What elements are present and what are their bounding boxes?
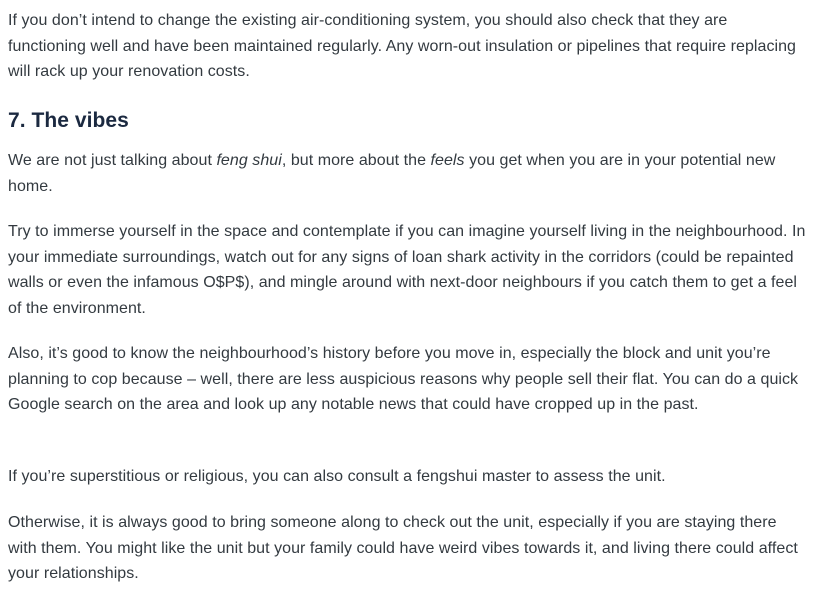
vibes-text-2: , but more about the	[281, 152, 431, 169]
feng-shui-emphasis: feng shui	[216, 152, 282, 169]
intro-paragraph: If you don’t intend to change the existing air-conditioning system, you should also check that they are functioning well and have been maintained regularly. Any worn-out insulation or pipelines that require replacing will rack up your renovation costs.	[8, 12, 797, 80]
superstition-paragraph: If you’re superstitious or religious, you can also consult a fengshui master to assess the unit.	[8, 468, 666, 485]
vibes-paragraph	[8, 148, 808, 199]
feels-emphasis: feels	[430, 152, 465, 169]
vibes-text-1: We are not just talking about	[8, 152, 217, 169]
vibes-text-3: you get when you are in your potential new home.	[8, 152, 776, 195]
immerse-paragraph: Try to immerse yourself in the space and contemplate if you can imagine yourself living in the neighbourhood. In your immediate surroundings, watch out for any signs of loan shark activity in the corridors (could be repainted walls or even the infamous O$P$), and mingle around with next-door neighbours if you catch them to get a feel of the environment.	[8, 223, 806, 317]
otherwise-paragraph: Otherwise, it is always good to bring someone along to check out the unit, especially if you are staying there with them. You might like the unit but your family could have weird vibes towards it, and living there could affect your relationships.	[8, 514, 798, 582]
section-heading: 7. The vibes	[8, 109, 129, 132]
page-edge	[828, 0, 840, 592]
history-paragraph: Also, it’s good to know the neighbourhood’s history before you move in, especially the block and unit you’re planning to cop because – well, there are less auspicious reasons why people sell their flat. You can do a quick Google search on the area and look up any notable news that could have cropped up in the past.	[8, 345, 799, 413]
